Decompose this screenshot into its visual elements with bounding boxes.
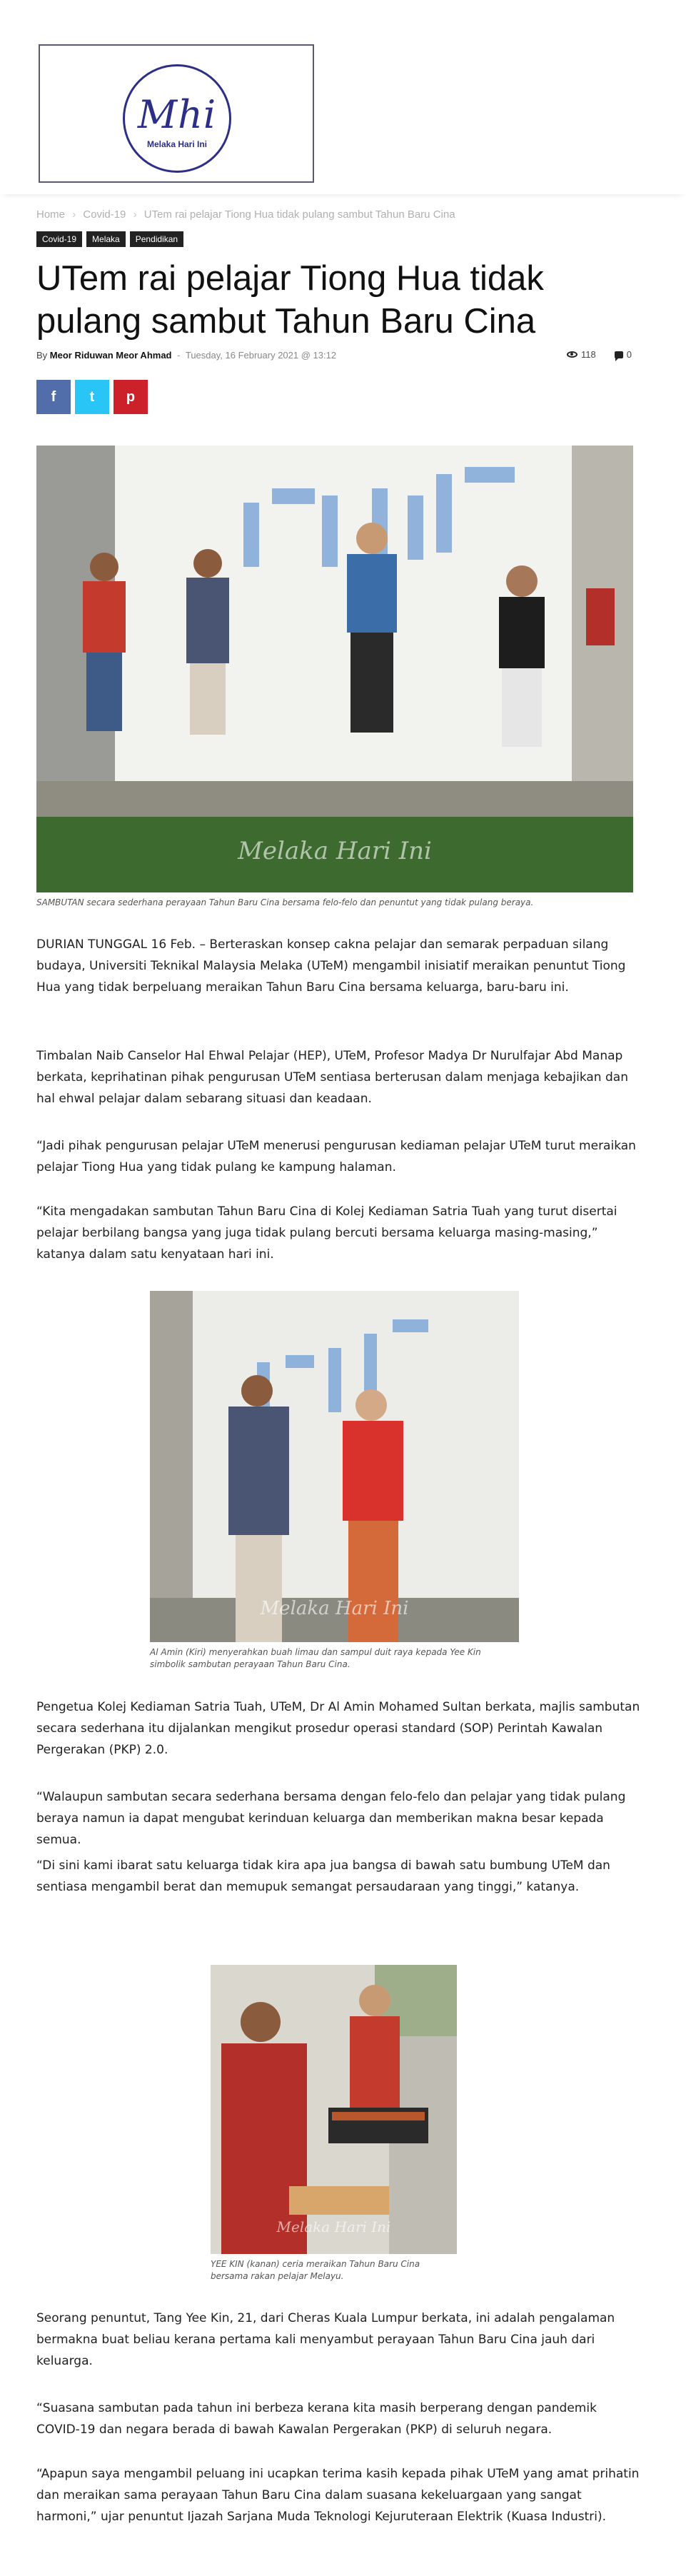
category-tag-covid[interactable]: Covid-19 bbox=[36, 231, 82, 247]
logo-subtitle: Melaka Hari Ini bbox=[146, 139, 208, 149]
category-tag-pendidikan[interactable]: Pendidikan bbox=[130, 231, 183, 247]
paragraph-5: Pengetua Kolej Kediaman Satria Tuah, UTeM, Dr Al Amin Mohamed Sultan berkata, majlis sambutan secara sederhana itu dijalankan mengikut prosedur operasi standard (SOP) Perintah Kawalan Pergerakan (PKP) 2.0. bbox=[36, 1700, 640, 1757]
paragraph-7: “Di sini kami ibarat satu keluarga tidak kira apa jua bangsa di bawah satu bumbung UTeM dan sentiasa mengambil berat dan memupuk semangat persaudaraan yang tinggi,” katanya. bbox=[36, 1858, 610, 1894]
breadcrumb-home[interactable]: Home bbox=[36, 208, 66, 221]
featured-photo bbox=[36, 446, 633, 892]
breadcrumb-current: UTem rai pelajar Tiong Hua tidak pulang sambut Tahun Baru Cina bbox=[143, 208, 455, 221]
site-logo bbox=[123, 64, 231, 173]
by-label: By bbox=[36, 350, 48, 361]
article-photo-3 bbox=[211, 1965, 457, 2254]
breadcrumb bbox=[36, 208, 460, 221]
twitter-share-button[interactable] bbox=[75, 380, 109, 414]
paragraph-2: Timbalan Naib Canselor Hal Ehwal Pelajar (HEP), UTeM, Profesor Madya Dr Nurulfajar Abd Manap berkata, keprihatinan pihak pengurusan UTeM sentiasa berterusan dalam menjaga kebajikan dan hal ehwal pelajar dalam sebarang situasi dan keadaan. bbox=[36, 1049, 628, 1106]
facebook-share-button[interactable] bbox=[36, 380, 71, 414]
paragraph-10: “Apapun saya mengambil peluang ini ucapkan terima kasih kepada pihak UTeM yang amat prihatin dan meraikan sama perayaan Tahun Baru Cina dalam suasana kekeluargaan yang sangat harmoni,” ujar penuntut Ijazah Sarjana Muda Teknologi Kejuruteraan Elektrik (Kuasa Industri). bbox=[36, 2467, 640, 2524]
eye-icon bbox=[567, 351, 577, 358]
site-logo-link[interactable] bbox=[39, 44, 314, 183]
category-tags bbox=[36, 231, 183, 247]
article-photo-2 bbox=[150, 1291, 519, 1642]
paragraph-9: “Suasana sambutan pada tahun ini berbeza kerana kita masih berperang dengan pandemik COVID-19 dan negara berada di bawah Kawalan Pergerakan (PKP) di seluruh negara. bbox=[36, 2401, 597, 2437]
photo-caption-3: YEE KIN (kanan) ceria meraikan Tahun Baru Cina bersama rakan pelajar Melayu. bbox=[211, 2259, 420, 2281]
facebook-icon: f bbox=[51, 388, 56, 405]
photo-caption-2: Al Amin (Kiri) menyerahkan buah limau dan sampul duit raya kepada Yee Kin simbolik sambutan perayaan Tahun Baru Cina. bbox=[150, 1647, 481, 1669]
view-count-value: 118 bbox=[581, 349, 596, 360]
photo-watermark: Melaka Hari Ini bbox=[260, 1598, 409, 1619]
paragraph-1: DURIAN TUNGGAL 16 Feb. – Berteraskan konsep cakna pelajar dan semarak perpaduan silang budaya, Universiti Teknikal Malaysia Melaka (UTeM) mengambil inisiatif meraikan penuntut Tiong Hua yang tidak berpeluang meraikan Tahun Baru Cina bersama keluarga, baru-baru ini. bbox=[36, 937, 626, 995]
photo-watermark: Melaka Hari Ini bbox=[238, 837, 432, 865]
logo-mark: Mhi bbox=[137, 92, 217, 137]
breadcrumb-category[interactable]: Covid-19 bbox=[83, 208, 126, 221]
share-buttons bbox=[36, 380, 148, 414]
photo-watermark: Melaka Hari Ini bbox=[276, 2218, 391, 2235]
author-link[interactable]: Meor Riduwan Meor Ahmad bbox=[49, 350, 172, 361]
twitter-icon: t bbox=[89, 388, 95, 405]
photo-caption-1: SAMBUTAN secara sederhana perayaan Tahun Baru Cina bersama felo-felo dan penuntut yang tidak pulang beraya. bbox=[36, 897, 534, 907]
breadcrumb-separator: › bbox=[133, 208, 137, 221]
paragraph-3: “Jadi pihak pengurusan pelajar UTeM menerusi pengurusan kediaman pelajar UTeM turut meraikan pelajar Tiong Hua yang tidak pulang ke kampung halaman. bbox=[36, 1139, 636, 1174]
paragraph-8: Seorang penuntut, Tang Yee Kin, 21, dari Cheras Kuala Lumpur berkata, ini adalah pengalaman bermakna buat beliau kerana pertama kali menyambut perayaan Tahun Baru Cina jauh dari keluarga. bbox=[36, 2311, 615, 2368]
paragraph-4: “Kita mengadakan sambutan Tahun Baru Cina di Kolej Kediaman Satria Tuah yang turut disertai pelajar berbilang bangsa yang juga tidak pulang bercuti bersama keluarga masing-masing,” katanya dalam satu kenyataan hari ini. bbox=[36, 1204, 617, 1262]
view-count bbox=[567, 349, 596, 360]
site-header bbox=[0, 0, 686, 194]
meta-dash: - bbox=[177, 350, 181, 361]
category-tag-melaka[interactable]: Melaka bbox=[86, 231, 126, 247]
paragraph-6: “Walaupun sambutan secara sederhana bersama dengan felo-felo dan pelajar yang tidak pulang beraya namun ia dapat mengubat kerinduan keluarga dan memberikan makna besar kepada semua. bbox=[36, 1790, 626, 1847]
comment-count-value: 0 bbox=[626, 349, 632, 360]
article-title: UTem rai pelajar Tiong Hua tidak pulang sambut Tahun Baru Cina bbox=[36, 259, 544, 341]
pinterest-icon: p bbox=[126, 388, 136, 405]
comment-icon bbox=[615, 351, 623, 358]
breadcrumb-separator: › bbox=[72, 208, 76, 221]
publish-date: Tuesday, 16 February 2021 @ 13:12 bbox=[185, 350, 337, 361]
article-stats bbox=[567, 349, 632, 360]
comment-count[interactable] bbox=[615, 349, 632, 360]
article-meta bbox=[36, 350, 336, 361]
pinterest-share-button[interactable] bbox=[114, 380, 148, 414]
